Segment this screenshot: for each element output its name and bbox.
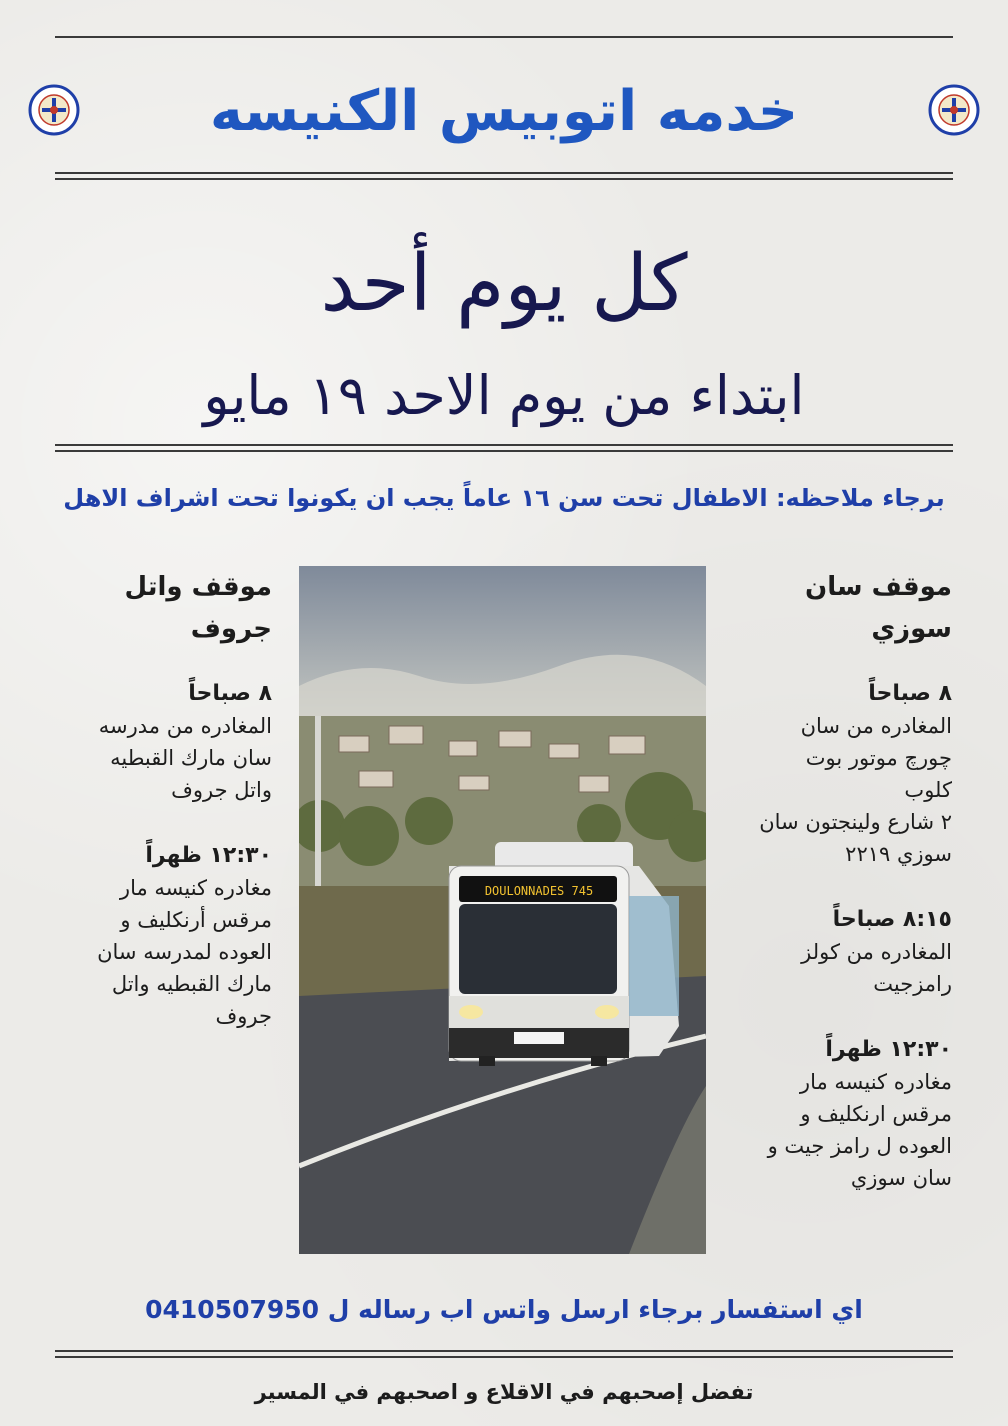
supervision-note: برجاء ملاحظه: الاطفال تحت سن ١٦ عاماً يجب ان يكونوا تحت اشراف الاهل: [63, 484, 945, 512]
departure-time: ٨ صباحاً: [868, 681, 952, 706]
church-logo-left-icon: [28, 84, 80, 136]
departure-desc: المغادره من مدرسه سان مارك القبطيه واتل جروف: [98, 714, 272, 802]
departure-time: ١٢:٣٠ ظهراً: [145, 843, 272, 868]
headline-sub: ابتداء من يوم الاحد ١٩ مايو: [203, 364, 805, 427]
departure-desc: المغادره من سان چورچ موتور بوت كلوب ٢ شارع ولينجتون سان سوزي ٢٢١٩: [759, 714, 952, 866]
bus-illustration: [299, 566, 706, 1254]
top-rule: [55, 36, 953, 38]
footer-divider: [55, 1350, 953, 1358]
page-title: خدمه اتوبيس الكنيسه: [209, 79, 799, 144]
headline-divider: [55, 444, 953, 452]
departure-desc: مغادره كنيسه مار مرقس أرنكليف و العوده لمدرسه سان مارك القبطيه واتل جروف: [97, 876, 272, 1028]
svg-text:DOULONNADES 745: DOULONNADES 745: [484, 884, 594, 898]
stop-wattle-grove: [52, 566, 272, 1066]
stop-title: موقف واتل جروف: [124, 572, 272, 644]
stop-title: موقف سان سوزي: [805, 572, 952, 644]
header-divider: [55, 172, 953, 180]
departure-time: ١٢:٣٠ ظهراً: [825, 1037, 952, 1062]
footer-note: تفضل إصحبهم في الاقلاع و اصحبهم في المسير: [254, 1380, 754, 1404]
schedule-entry: [732, 678, 952, 870]
contact-line: اي استفسار برجاء ارسل واتس اب رساله ل 0410507950: [145, 1295, 863, 1324]
schedule-entry: [732, 904, 952, 1000]
departure-desc: مغادره كنيسه مار مرقس ارنكليف و العوده ل رامز جيت و سان سوزي: [767, 1070, 952, 1190]
departure-desc: المغادره من كولز رامزجيت: [801, 940, 952, 996]
schedule-entry: [52, 840, 272, 1032]
stop-sans-souci: [732, 566, 952, 1228]
church-logo-right-icon: [928, 84, 980, 136]
headline-main: كل يوم أحد: [320, 239, 688, 329]
departure-time: ٨ صباحاً: [188, 681, 272, 706]
schedule-entry: [732, 1034, 952, 1194]
departure-time: ٨:١٥ صباحاً: [832, 907, 952, 932]
bus-photo: [299, 566, 706, 1254]
bus-icon: [449, 842, 679, 1066]
schedule-entry: [52, 678, 272, 806]
